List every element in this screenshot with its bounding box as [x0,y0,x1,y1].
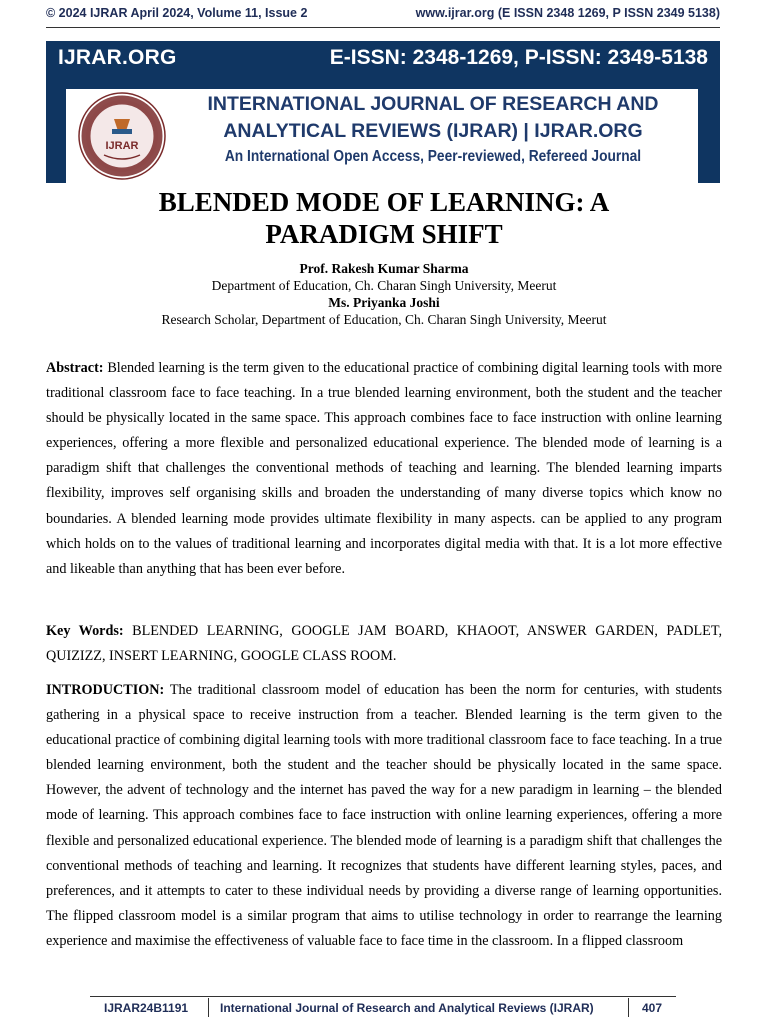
author-1-name: Prof. Rakesh Kumar Sharma [299,261,469,276]
logo-text: IJRAR [105,140,139,152]
banner-site-name[interactable]: IJRAR.ORG [58,46,177,69]
keywords-label: Key Words: [46,623,124,639]
running-header [46,6,720,26]
abstract-paragraph [46,356,722,582]
ijrar-logo-icon [74,91,170,181]
banner-panel [66,89,698,183]
introduction-paragraph [46,678,722,954]
introduction-text: The traditional classroom model of education has been the norm for centuries, with students gathering in a physical space to receive instruction from a teacher. Blended learning is the term given to the educational practice of combining digital learning tools with more traditional classroom face to face teaching. In a true blended learning environment, both the student and the teacher should be physically located in the same space. However, the advent of technology and the internet has paved the way for a new paradigm in learning – the blended mode of learning. This approach combines face to face instruction with online learning experiences, offering a more flexible and personalized educational experience. The blended mode of learning is a paradigm shift that challenges the conventional methods of teaching and learning. It recognizes that students have different learning styles, paces, and preferences, and it attempts to cater to these individual needs by providing a diverse range of learning opportunities. The flipped classroom model is a similar program that aims to utilise technology in order to rearrange the learning experience and maximise the effectiveness of valuable face to face time in the classroom. In a flipped classroom [46,682,722,949]
paper-title [46,186,722,250]
journal-name-line2: ANALYTICAL REVIEWS (IJRAR) | IJRAR.ORG [223,120,643,142]
author-block [46,260,722,328]
title-line-1: BLENDED MODE OF LEARNING: A [158,187,610,217]
footer-separator [208,998,209,1017]
page-footer [90,996,676,1020]
keywords-paragraph [46,619,722,669]
journal-tagline: An International Open Access, Peer-reviewed, Refereed Journal [224,148,642,165]
header-citation: © 2024 IJRAR April 2024, Volume 11, Issue 2 [46,6,308,20]
author-1-affiliation: Department of Education, Ch. Charan Singh University, Meerut [211,278,557,293]
footer-paper-code: IJRAR24B1191 [104,1001,189,1015]
footer-divider [90,996,676,997]
banner-issn: E-ISSN: 2348-1269, P-ISSN: 2349-5138 [329,46,708,69]
header-website-issn[interactable]: www.ijrar.org (E ISSN 2348 1269, P ISSN 2349 5138) [415,6,720,20]
author-2-name: Ms. Priyanka Joshi [328,295,440,310]
footer-journal-name: International Journal of Research and Analytical Reviews (IJRAR) [220,1001,594,1015]
header-divider [46,27,720,28]
footer-page-number: 407 [642,1001,663,1015]
author-2-affiliation: Research Scholar, Department of Education, Ch. Charan Singh University, Meerut [161,312,607,327]
title-line-2: PARADIGM SHIFT [265,219,503,249]
journal-banner [46,41,720,183]
keywords-text: BLENDED LEARNING, GOOGLE JAM BOARD, KHAOOT, ANSWER GARDEN, PADLET, QUIZIZZ, INSERT LEARNING, GOOGLE CLASS ROOM. [46,623,722,665]
abstract-label: Abstract: [46,360,104,376]
journal-name-line1: INTERNATIONAL JOURNAL OF RESEARCH AND [207,93,659,115]
footer-separator [628,998,629,1017]
abstract-text: Blended learning is the term given to the educational practice of combining digital learning tools with more traditional classroom face to face teaching. In a true blended learning environment, both the student and the teacher should be physically located in the same space. This approach combines face to face instruction with online learning experiences, offering a more flexible and personalized educational experience. The blended mode of learning is a paradigm shift that challenges the conventional methods of teaching and learning. The blended learning imparts flexibility, improves self organising skills and broaden the understanding of many diverse topics which know no boundaries. A blended learning mode provides ultimate flexibility in many aspects. can be applied to any program which holds on to the values of traditional learning and incorporates digital media with that. It is a lot more effective and likeable than anything that has been ever before. [46,360,722,577]
introduction-label: INTRODUCTION: [46,682,165,698]
